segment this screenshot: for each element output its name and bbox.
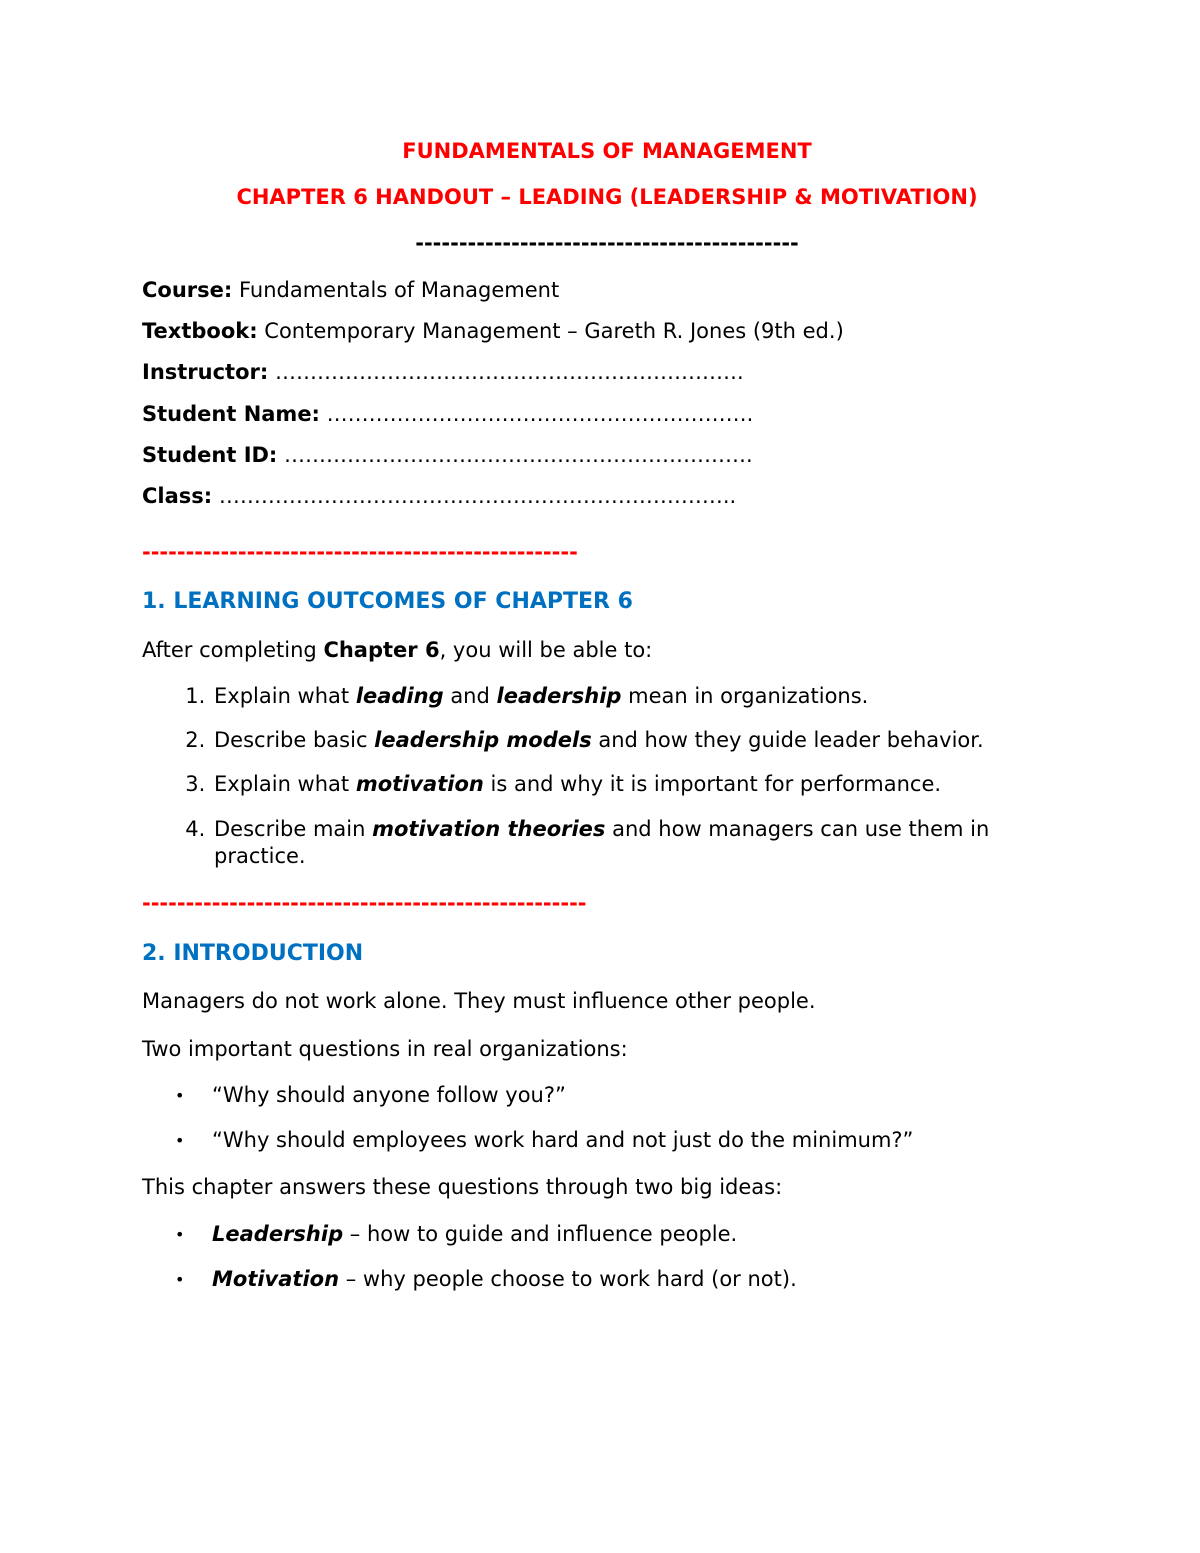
question-text: “Why should anyone follow you?” [212, 1082, 566, 1107]
course-value: Fundamentals of Management [232, 277, 560, 302]
outcome-text: is and why it is important for performance. [483, 772, 942, 797]
outcome-text: and how managers can use them in practice. [214, 816, 990, 869]
list-item [175, 1127, 1072, 1154]
textbook-field [142, 318, 1072, 345]
section1-intro-post: , you will be able to: [439, 637, 653, 662]
info-fields [142, 277, 1072, 511]
student-id-label: Student ID: [142, 443, 278, 468]
section2-para2: Two important questions in real organizations: [142, 1036, 628, 1061]
outcome-text: Describe main [214, 816, 373, 841]
outcome-term: leading [355, 683, 444, 708]
section1-heading: 1. LEARNING OUTCOMES OF CHAPTER 6 [142, 588, 633, 614]
class-label: Class: [142, 484, 213, 509]
ideas-list [142, 1221, 1072, 1294]
list-item [212, 771, 1072, 798]
list-item [175, 1082, 1072, 1109]
section1-intro-bold: Chapter 6 [323, 637, 440, 662]
idea-desc: – why people choose to work hard (or not). [339, 1267, 797, 1292]
outcome-text: and [443, 683, 497, 708]
course-label: Course: [142, 277, 233, 302]
bullet-icon: • [175, 1131, 185, 1151]
outcome-text: Describe basic [214, 728, 375, 753]
list-item [175, 1266, 1072, 1293]
student-id-field [142, 442, 1072, 469]
class-blank: ……………………………………………………………….. [212, 484, 737, 509]
section2-para1: Managers do not work alone. They must influence other people. [142, 989, 816, 1014]
document-title: FUNDAMENTALS OF MANAGEMENT [402, 139, 812, 163]
idea-term: Leadership [212, 1221, 344, 1246]
list-item [212, 683, 1072, 710]
instructor-label: Instructor: [142, 360, 269, 385]
student-name-field [142, 401, 1072, 428]
outcome-term: motivation theories [372, 816, 606, 841]
section2-para3: This chapter answers these questions through two big ideas: [142, 1175, 783, 1200]
list-item [175, 1221, 1072, 1248]
student-name-label: Student Name: [142, 401, 320, 426]
outcome-text: mean in organizations. [621, 683, 869, 708]
section1-intro-pre: After completing [142, 637, 324, 662]
document-subtitle: CHAPTER 6 HANDOUT – LEADING (LEADERSHIP & MOTIVATION) [236, 185, 978, 210]
textbook-label: Textbook: [142, 319, 258, 344]
bullet-icon: • [175, 1270, 185, 1290]
instructor-blank: …………………………………………………………. [268, 360, 744, 385]
class-field [142, 483, 1072, 510]
outcome-text: Explain what [214, 772, 356, 797]
idea-desc: – how to guide and influence people. [343, 1221, 738, 1246]
title-divider: -------------------------------------------- [415, 230, 799, 255]
section-divider-1: -------------------------------------------------- [142, 539, 578, 564]
course-field [142, 277, 1072, 304]
list-item [212, 816, 1072, 871]
outcome-text: and how they guide leader behavior. [591, 728, 984, 753]
section1-intro [142, 637, 1072, 664]
question-text: “Why should employees work hard and not just do the minimum?” [212, 1128, 914, 1153]
outcome-text: Explain what [214, 683, 356, 708]
list-item [212, 727, 1072, 754]
section-divider-2: --------------------------------------------------- [142, 891, 587, 916]
idea-term: Motivation [212, 1267, 340, 1292]
outcome-term: motivation [355, 772, 484, 797]
questions-list [142, 1082, 1072, 1155]
bullet-icon: • [175, 1085, 185, 1105]
outcome-term: leadership models [374, 728, 592, 753]
bullet-icon: • [175, 1224, 185, 1244]
document-content [142, 138, 1072, 1293]
section2-heading: 2. INTRODUCTION [142, 940, 364, 966]
student-name-blank: ……………………………………………………. [319, 401, 754, 426]
outcome-term: leadership [496, 683, 622, 708]
student-id-blank: …………………………………………………………. [277, 443, 753, 468]
instructor-field [142, 359, 1072, 386]
textbook-value: Contemporary Management – Gareth R. Jones (9th ed.) [257, 319, 844, 344]
learning-outcomes-list [142, 683, 1072, 870]
